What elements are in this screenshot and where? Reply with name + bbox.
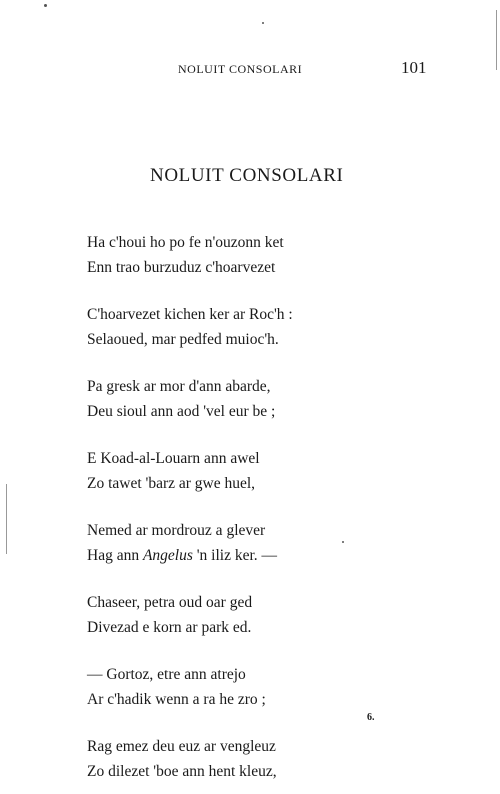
stanza-4 — [87, 446, 293, 496]
verse-text: 'n iliz ker. — — [192, 547, 278, 564]
verse-line: Chaseer, petra oud oar ged — [87, 594, 253, 611]
stanza-6 — [87, 590, 293, 640]
verse-line: Zo dilezet 'boe ann hent kleuz, — [87, 763, 277, 780]
stanza-7 — [87, 662, 293, 712]
scan-speck — [342, 541, 344, 543]
verse-line: C'hoarvezet kichen ker ar Roc'h : — [87, 306, 293, 323]
verse-line-with-emphasis — [87, 543, 293, 568]
verse-line: Deu sioul ann aod 'vel eur be ; — [87, 403, 276, 420]
poem-title: NOLUIT CONSOLARI — [150, 165, 344, 186]
verse-text: Hag ann — [87, 547, 143, 564]
verse-line: Nemed ar mordrouz a glever — [87, 522, 266, 539]
verse-line: Ha c'houi ho po fe n'ouzonn ket — [87, 234, 284, 251]
page-number: 101 — [401, 58, 427, 77]
verse-line: Pa gresk ar mor d'ann abarde, — [87, 378, 271, 395]
verse-line: Rag emez deu euz ar vengleuz — [87, 738, 276, 755]
verse-line: Selaoued, mar pedfed muioc'h. — [87, 331, 279, 348]
scan-speck — [262, 22, 264, 24]
signature-mark: 6. — [367, 712, 375, 723]
verse-line: E Koad-al-Louarn ann awel — [87, 450, 260, 467]
verse-line: Enn trao burzuduz c'hoarvezet — [87, 259, 276, 276]
scan-edge-line — [496, 10, 497, 70]
stanza-8 — [87, 734, 293, 784]
verse-line: — Gortoz, etre ann atrejo — [87, 666, 246, 683]
scan-edge-line — [6, 484, 7, 554]
verse-line: Zo tawet 'barz ar gwe huel, — [87, 475, 256, 492]
running-head: NOLUIT CONSOLARI — [178, 62, 303, 76]
verse-line: Ar c'hadik wenn a ra he zro ; — [87, 691, 266, 708]
stanza-5 — [87, 518, 293, 568]
stanza-2 — [87, 302, 293, 352]
verse-line: Divezad e korn ar park ed. — [87, 619, 252, 636]
poem-body — [87, 230, 293, 784]
stanza-1 — [87, 230, 293, 280]
stanza-3 — [87, 374, 293, 424]
scan-speck — [44, 4, 47, 7]
emphasized-word: Angelus — [142, 547, 193, 564]
